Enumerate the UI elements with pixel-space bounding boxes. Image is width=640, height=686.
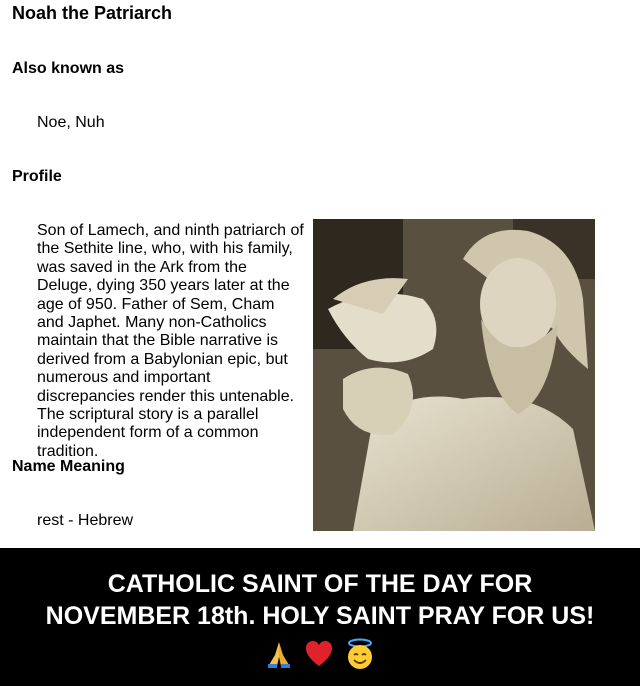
aka-heading: Also known as (12, 60, 125, 77)
name-meaning-text: rest - Hebrew (37, 512, 134, 529)
page-title: Noah the Patriarch (12, 3, 173, 23)
banner-line-1: CATHOLIC SAINT OF THE DAY FOR (107, 570, 533, 598)
statue-illustration (313, 219, 595, 531)
aka-text: Noe, Nuh (37, 114, 105, 131)
praying-hands-icon (264, 639, 294, 669)
profile-text: Son of Lamech, and ninth patriarch of the Sethite line, who, with his family, was saved in the Ark from the Deluge, dying 350 years later at the age of 950. Father of Sem, Cham and Japhet. Many non-Catholics maintain that the Bible narrative is derived from a Babylonian epic, but numerous and important discrepancies render this untenable. The scriptural story is a parallel independent form of a common tradition. (37, 222, 304, 460)
saint-of-the-day-banner (0, 548, 640, 686)
noah-statue-image (313, 219, 595, 531)
smiling-face-with-halo-icon (344, 638, 376, 670)
profile-heading: Profile (12, 168, 62, 185)
red-heart-icon (304, 639, 334, 669)
banner-line-2: NOVEMBER 18th. HOLY SAINT PRAY FOR US! (45, 602, 595, 630)
name-meaning-heading: Name Meaning (12, 458, 125, 475)
emoji-row (0, 638, 640, 670)
profile-body (37, 222, 597, 533)
